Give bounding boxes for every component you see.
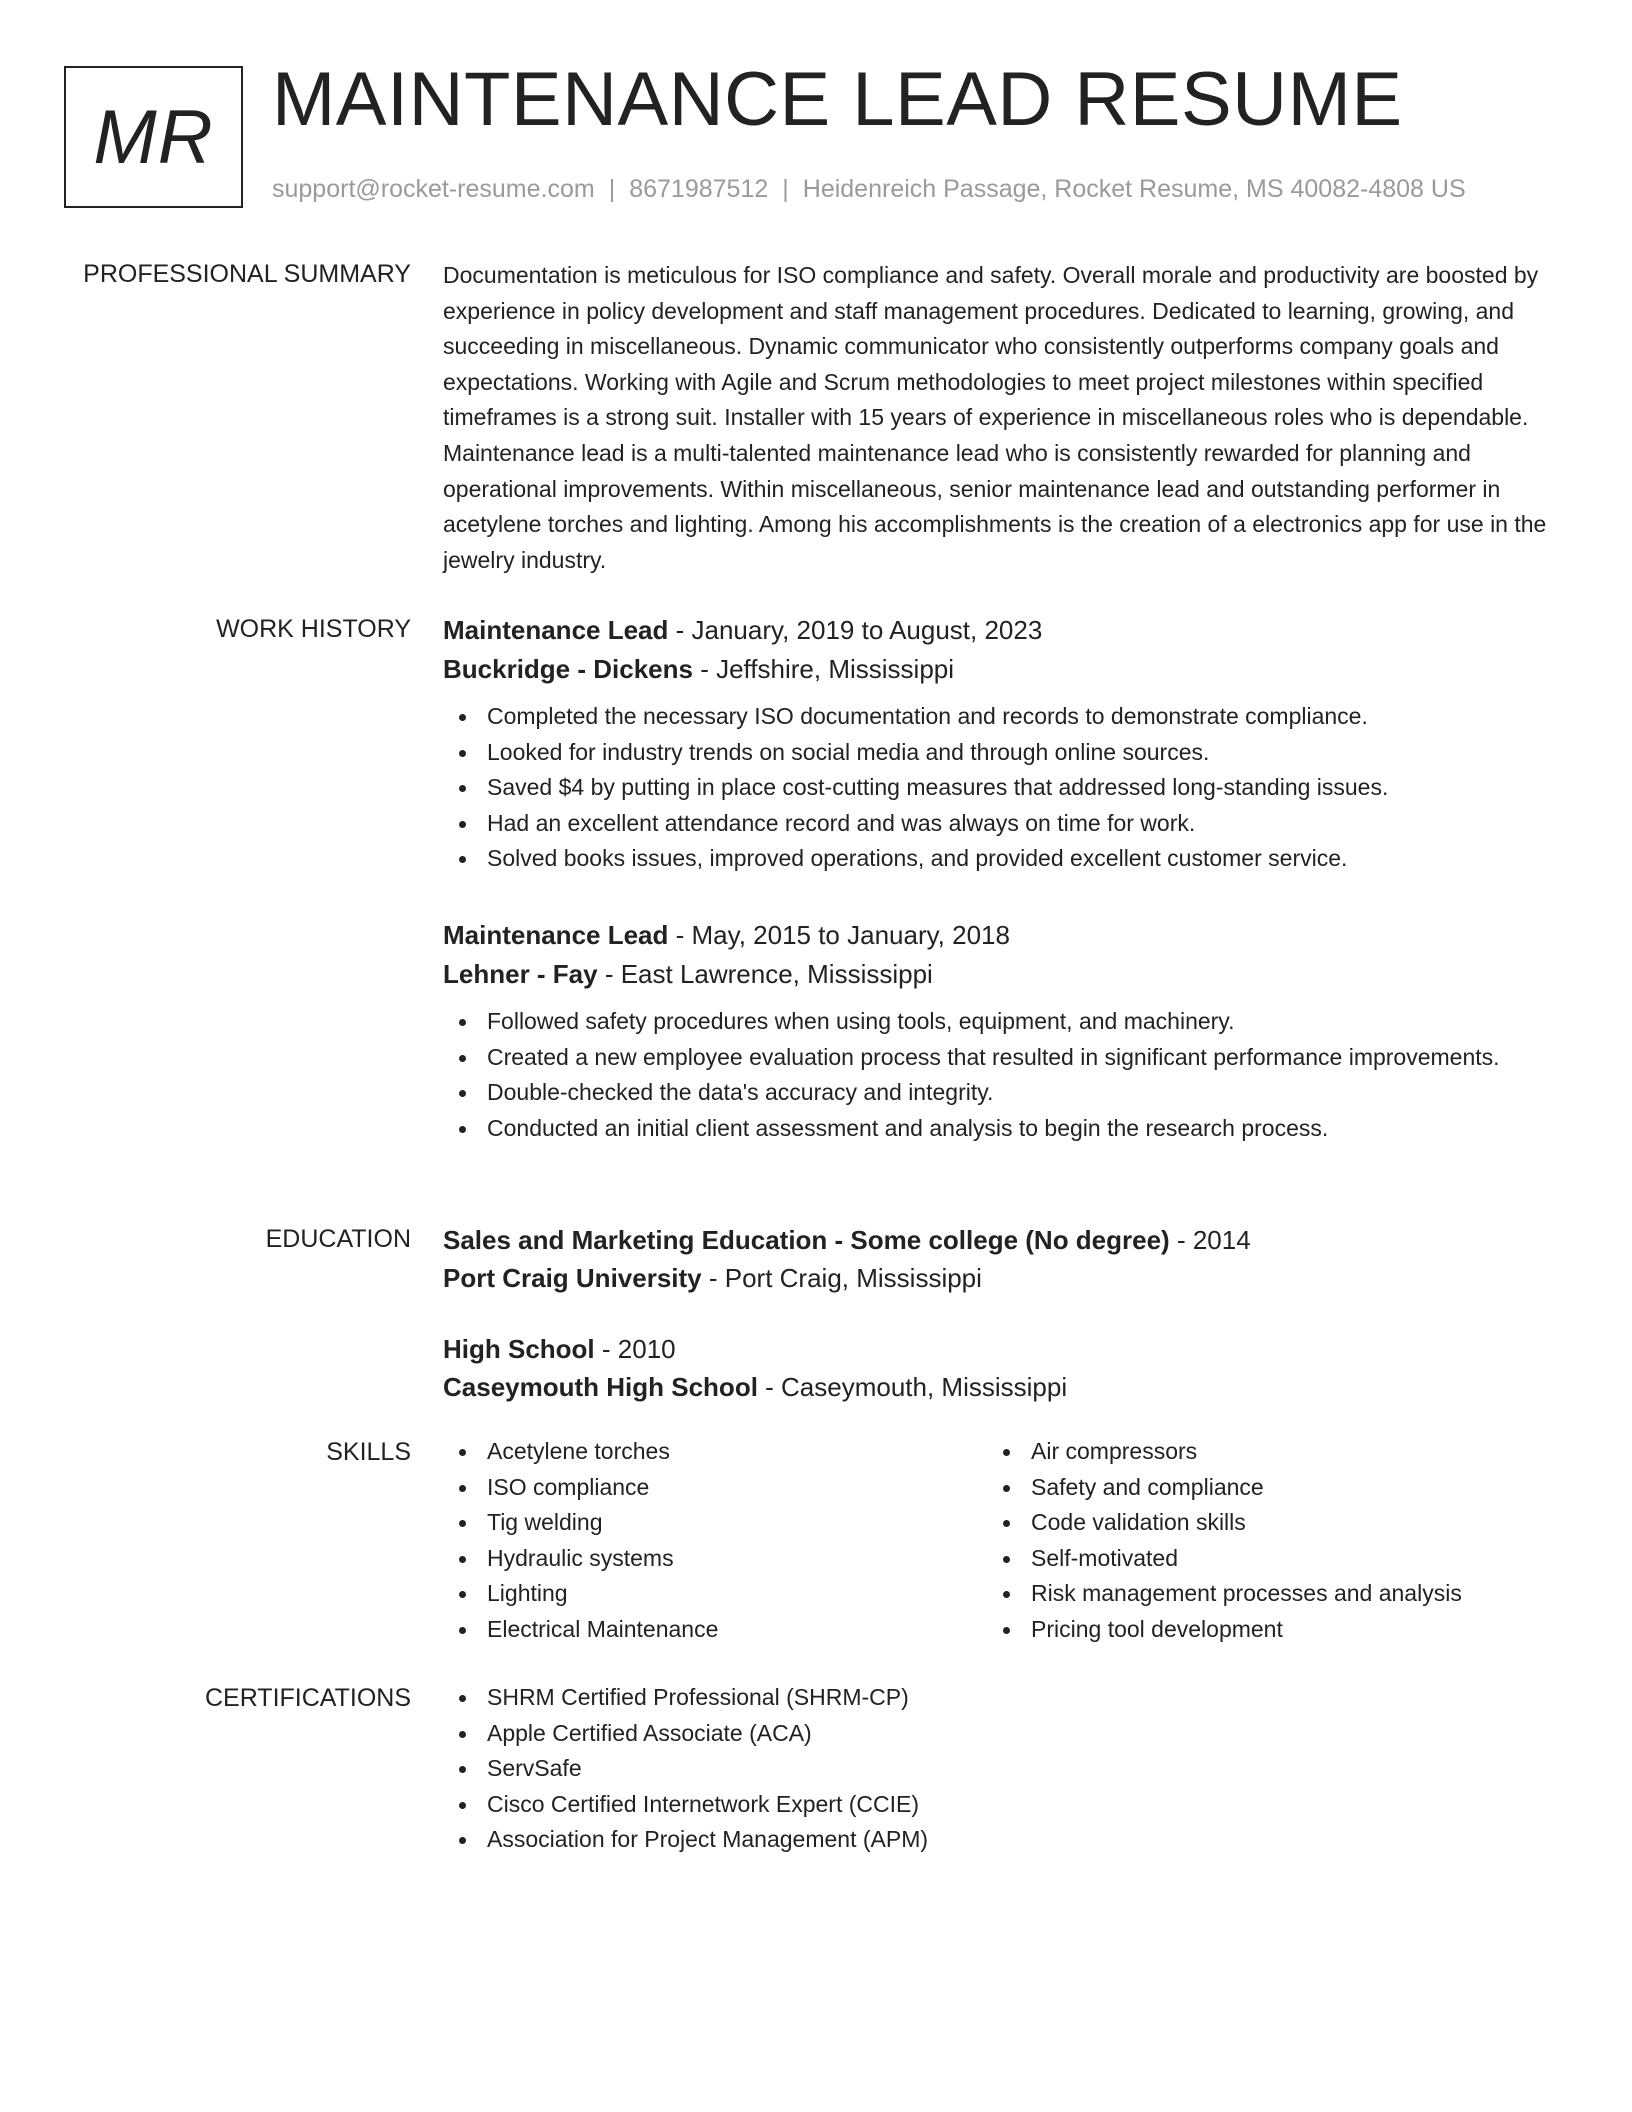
job-company: Lehner - Fay	[443, 959, 598, 989]
job-title-line	[443, 611, 1553, 650]
skills-columns	[443, 1434, 1553, 1648]
education-entry	[443, 1221, 1553, 1297]
education-entry	[443, 1330, 1553, 1406]
education-year: - 2010	[594, 1334, 676, 1364]
section-label-education: EDUCATION	[265, 1225, 411, 1253]
list-item: Safety and compliance	[987, 1470, 1531, 1506]
section-label-summary: PROFESSIONAL SUMMARY	[83, 260, 411, 288]
list-item: Tig welding	[443, 1505, 987, 1541]
list-item: Self-motivated	[987, 1541, 1531, 1577]
list-item: Followed safety procedures when using tools, equipment, and machinery.	[443, 1004, 1553, 1040]
certifications-list	[443, 1680, 1553, 1858]
skills-list-left	[443, 1434, 987, 1648]
contact-separator: |	[782, 175, 789, 203]
list-item: Acetylene torches	[443, 1434, 987, 1470]
education-school: Caseymouth High School	[443, 1372, 758, 1402]
list-item: Pricing tool development	[987, 1612, 1531, 1648]
list-item: ServSafe	[443, 1751, 1553, 1787]
section-label-skills: SKILLS	[326, 1438, 411, 1466]
job-entry	[443, 611, 1553, 877]
job-company-line	[443, 650, 1553, 689]
job-title-line	[443, 916, 1553, 955]
list-item: Air compressors	[987, 1434, 1531, 1470]
list-item: Solved books issues, improved operations, and provided excellent customer service.	[443, 841, 1553, 877]
contact-phone[interactable]: 8671987512	[629, 175, 769, 203]
list-item: Completed the necessary ISO documentation and records to demonstrate compliance.	[443, 699, 1553, 735]
education-degree-line	[443, 1330, 1553, 1368]
list-item: ISO compliance	[443, 1470, 987, 1506]
job-company-line	[443, 955, 1553, 994]
job-bullets	[443, 1004, 1553, 1146]
job-title: Maintenance Lead	[443, 615, 669, 645]
list-item: Electrical Maintenance	[443, 1612, 987, 1648]
list-item: Code validation skills	[987, 1505, 1531, 1541]
education-degree: High School	[443, 1334, 595, 1364]
section-label-work-history: WORK HISTORY	[216, 615, 411, 643]
list-item: Created a new employee evaluation process that resulted in significant performance improvements.	[443, 1040, 1553, 1076]
list-item: Association for Project Management (APM)	[443, 1822, 1553, 1858]
education-year: - 2014	[1169, 1225, 1251, 1255]
list-item: Cisco Certified Internetwork Expert (CCIE)	[443, 1787, 1553, 1823]
list-item: Apple Certified Associate (ACA)	[443, 1716, 1553, 1752]
contact-line	[272, 173, 1466, 205]
list-item: Saved $4 by putting in place cost-cutting measures that addressed long-standing issues.	[443, 770, 1553, 806]
summary-text: Documentation is meticulous for ISO compliance and safety. Overall morale and productivity are boosted by experience in policy development and staff management procedures. Dedicated to learning, growing, and succeeding in miscellaneous. Dynamic communicator who consistently outperforms company goals and expectations. Working with Agile and Scrum methodologies to meet project milestones within specified timeframes is a strong suit. Installer with 15 years of experience in miscellaneous roles who is dependable. Maintenance lead is a multi-talented maintenance lead who is consistently rewarded for planning and operational improvements. Within miscellaneous, senior maintenance lead and outstanding performer in acetylene torches and lighting. Among his accomplishments is the creation of a electronics app for use in the jewelry industry.	[443, 262, 1547, 573]
contact-email[interactable]: support@rocket-resume.com	[272, 175, 595, 203]
education-location: - Port Craig, Mississippi	[701, 1263, 982, 1293]
education-school-line	[443, 1368, 1553, 1406]
list-item: SHRM Certified Professional (SHRM-CP)	[443, 1680, 1553, 1716]
education-degree: Sales and Marketing Education - Some college (No degree)	[443, 1225, 1170, 1255]
education-degree-line	[443, 1221, 1553, 1259]
job-company: Buckridge - Dickens	[443, 654, 693, 684]
skills-list-right	[987, 1434, 1531, 1648]
list-item: Double-checked the data's accuracy and integrity.	[443, 1075, 1553, 1111]
contact-address: Heidenreich Passage, Rocket Resume, MS 40082-4808 US	[802, 175, 1466, 203]
job-location: - Jeffshire, Mississippi	[692, 654, 955, 684]
education-location: - Caseymouth, Mississippi	[757, 1372, 1068, 1402]
section-label-certifications: CERTIFICATIONS	[204, 1684, 411, 1712]
job-location: - East Lawrence, Mississippi	[597, 959, 933, 989]
education-school-line	[443, 1259, 1553, 1297]
list-item: Looked for industry trends on social media and through online sources.	[443, 735, 1553, 771]
page-title: MAINTENANCE LEAD RESUME	[272, 57, 1403, 142]
monogram: MR	[64, 66, 243, 208]
education-school: Port Craig University	[443, 1263, 702, 1293]
job-dates: - May, 2015 to January, 2018	[668, 920, 1010, 950]
job-entry	[443, 916, 1553, 1146]
list-item: Risk management processes and analysis	[987, 1576, 1531, 1612]
job-dates: - January, 2019 to August, 2023	[668, 615, 1043, 645]
list-item: Conducted an initial client assessment and analysis to begin the research process.	[443, 1111, 1553, 1147]
list-item: Lighting	[443, 1576, 987, 1612]
list-item: Hydraulic systems	[443, 1541, 987, 1577]
job-bullets	[443, 699, 1553, 877]
list-item: Had an excellent attendance record and was always on time for work.	[443, 806, 1553, 842]
job-title: Maintenance Lead	[443, 920, 669, 950]
contact-separator: |	[608, 175, 616, 203]
certifications-body	[443, 1680, 1553, 1858]
